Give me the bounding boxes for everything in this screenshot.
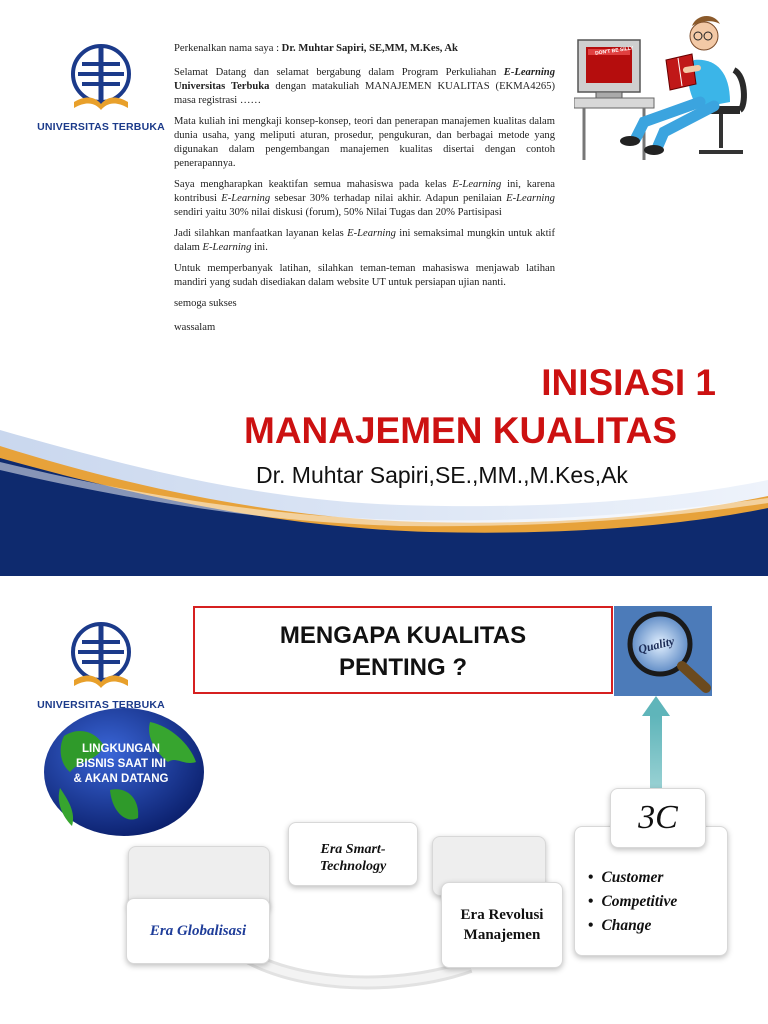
up-arrow-head: [642, 696, 670, 716]
p3-a: Saya mengharapkan keaktifan semua mahasiswa pada kelas: [174, 179, 447, 190]
three-c-list: [588, 866, 677, 938]
three-c-item-competitive: • Competitive: [588, 890, 677, 914]
p4-e: ini.: [254, 242, 268, 253]
intro-paragraph-1: [174, 66, 555, 108]
author-name: Dr. Muhtar Sapiri,SE.,MM.,M.Kes,Ak: [256, 462, 628, 488]
era-smart-technology-label: [289, 841, 417, 875]
globe-text-line-3: & AKAN DATANG: [73, 773, 169, 785]
era2-line-2: Technology: [319, 859, 387, 874]
quality-label: Quality: [636, 633, 676, 657]
slide-2: [0, 576, 768, 1024]
slide-2-title-box: [193, 606, 613, 694]
book-label: DON'T BE SILLY: [594, 45, 635, 57]
ut-logo-emblem-icon-2: [64, 618, 138, 694]
globe-text-line-1: LINGKUNGAN: [82, 743, 160, 755]
intro-text: [174, 42, 555, 345]
title-course: MANAJEMEN KUALITAS: [244, 410, 678, 451]
ut-logo-text-2: UNIVERSITAS TERBUKA: [37, 699, 165, 711]
globe-text-line-2: BISNIS SAAT INI: [76, 758, 166, 770]
p3-b: E-Learning: [452, 179, 502, 190]
era2-line-1: Era Smart-: [320, 842, 386, 857]
p3-d: E-Learning: [221, 193, 271, 204]
ut-logo-text: UNIVERSITAS TERBUKA: [37, 121, 165, 133]
p4-a: Jadi silahkan manfaatkan layanan kelas: [174, 228, 344, 239]
p1-b: E-Learning: [503, 67, 555, 78]
p4-d: E-Learning: [202, 242, 252, 253]
intro-paragraph-2: Mata kuliah ini mengkaji konsep-konsep, teori dan penerapan manajemen kualitas dalam dunia usaha, yang meliputi aturan, prosedur, pengukuran, dan berbagai metode yang digunakan dalam pengembangan manajemen kualitas disertai dengan contoh penerapannya.: [174, 116, 555, 169]
closing-1: semoga sukses: [174, 298, 237, 309]
era-smart-technology-card: [288, 822, 418, 886]
globe-text: [58, 742, 184, 787]
era3-line-2: Manajemen: [463, 927, 541, 943]
era3-line-1: Era Revolusi: [460, 907, 544, 923]
era-globalisasi-label: Era Globalisasi: [149, 922, 247, 939]
ut-logo-2: [36, 618, 166, 711]
era-revolusi-card: [441, 882, 563, 968]
intro-paragraph-5: Untuk memperbanyak latihan, silahkan teman-teman mahasiswa menjawab latihan mandiri yang sudah disediakan dalam website UT untuk persiapan ujian nanti.: [174, 263, 555, 288]
closing-2: wassalam: [174, 322, 216, 333]
ut-logo: [36, 40, 166, 133]
p3-c: ini, karena kontribusi: [174, 179, 555, 204]
intro-paragraph-4: [174, 227, 555, 255]
p3-f: E-Learning: [506, 193, 555, 204]
cartoon-man-computer-illustration: [574, 10, 760, 170]
title-inisiasi: INISIASI 1: [541, 362, 716, 403]
slide-2-title-line-2: PENTING ?: [338, 654, 467, 681]
three-c-title-card: [610, 788, 706, 848]
slide-2-title-line-1: MENGAPA KUALITAS: [279, 622, 527, 649]
intro-paragraph-3: [174, 178, 555, 220]
three-c-item-change: • Change: [588, 914, 677, 938]
three-c-item-customer: • Customer: [588, 866, 677, 890]
intro-name: Dr. Muhtar Sapiri, SE,MM, M.Kes, Ak: [281, 43, 458, 54]
p1-d: dengan matakuliah MANAJEMEN KUALITAS (EKMA4265) masa registrasi ……: [174, 81, 555, 106]
p1-c: Universitas Terbuka: [174, 81, 270, 92]
p1-a: Selamat Datang dan selamat bergabung dalam Program Perkuliahan: [174, 67, 497, 78]
p3-g: sendiri yaitu 30% nilai diskusi (forum), 50% Nilai Tugas dan 20% Partisipasi: [174, 207, 502, 218]
p4-b: E-Learning: [347, 228, 396, 239]
ut-logo-emblem-icon: [64, 40, 138, 116]
era-globalisasi-card: [126, 898, 270, 964]
p4-c: ini semaksimal mungkin untuk aktif dalam: [174, 228, 555, 253]
era-revolusi-label: [461, 905, 544, 945]
three-c-title: 3C: [638, 799, 678, 836]
intro-prefix: Perkenalkan nama saya :: [174, 43, 280, 54]
p3-e: sebesar 30% terhadap nilai akhir. Adapun penilaian: [274, 193, 502, 204]
up-arrow-shaft: [650, 716, 662, 796]
